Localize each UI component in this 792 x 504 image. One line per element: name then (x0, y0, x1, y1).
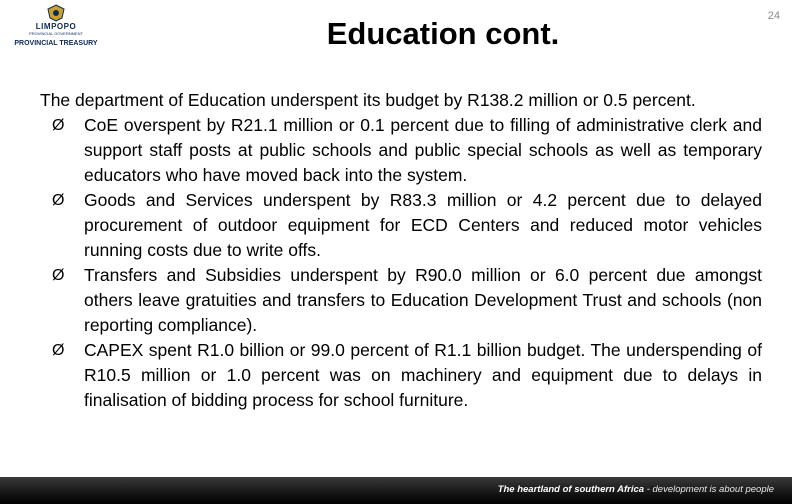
bullet-text: CAPEX spent R1.0 billion or 99.0 percent of R1.1 billion budget. The underspending of R10.5 million or 1.0 percent was on machinery and equipment due to delays in finalisation of bidding process for school furniture. (84, 340, 762, 410)
bullet-text: CoE overspent by R21.1 million or 0.1 percent due to filling of administrative clerk and support staff posts at public schools and public special schools as well as temporary educators who have moved back into the system. (84, 115, 762, 185)
footer-tagline-bold: The heartland of southern Africa (497, 484, 645, 495)
bullet-item (40, 188, 762, 263)
bullet-list (40, 113, 762, 413)
bullet-item (40, 338, 762, 413)
bullet-item (40, 263, 762, 338)
arrow-bullet-icon: Ø (52, 267, 65, 284)
bullet-text: Transfers and Subsidies underspent by R90.0 million or 6.0 percent due amongst others leave gratuities and transfers to Education Development Trust and schools (non reporting compliance). (84, 265, 762, 335)
logo-subtitle: PROVINCIAL GOVERNMENT (29, 31, 83, 36)
arrow-bullet-icon: Ø (52, 117, 65, 134)
footer-tagline (498, 484, 774, 495)
bullet-item (40, 113, 762, 188)
footer-banner (0, 477, 792, 504)
bullet-text: Goods and Services underspent by R83.3 million or 4.2 percent due to delayed procurement of outdoor equipment for ECD Centers and reduced motor vehicles running costs due to write offs. (84, 190, 762, 260)
arrow-bullet-icon: Ø (52, 342, 65, 359)
logo-title: LIMPOPO (35, 22, 77, 31)
arrow-bullet-icon: Ø (52, 192, 65, 209)
slide-title: Education cont. (326, 16, 560, 51)
footer-tagline-rest: - development is about people (644, 484, 774, 495)
logo-department: PROVINCIAL TREASURY (14, 40, 98, 47)
slide-body (40, 88, 762, 413)
page-number: 24 (767, 10, 780, 22)
intro-paragraph: The department of Education underspent its budget by R138.2 million or 0.5 percent. (40, 90, 696, 110)
